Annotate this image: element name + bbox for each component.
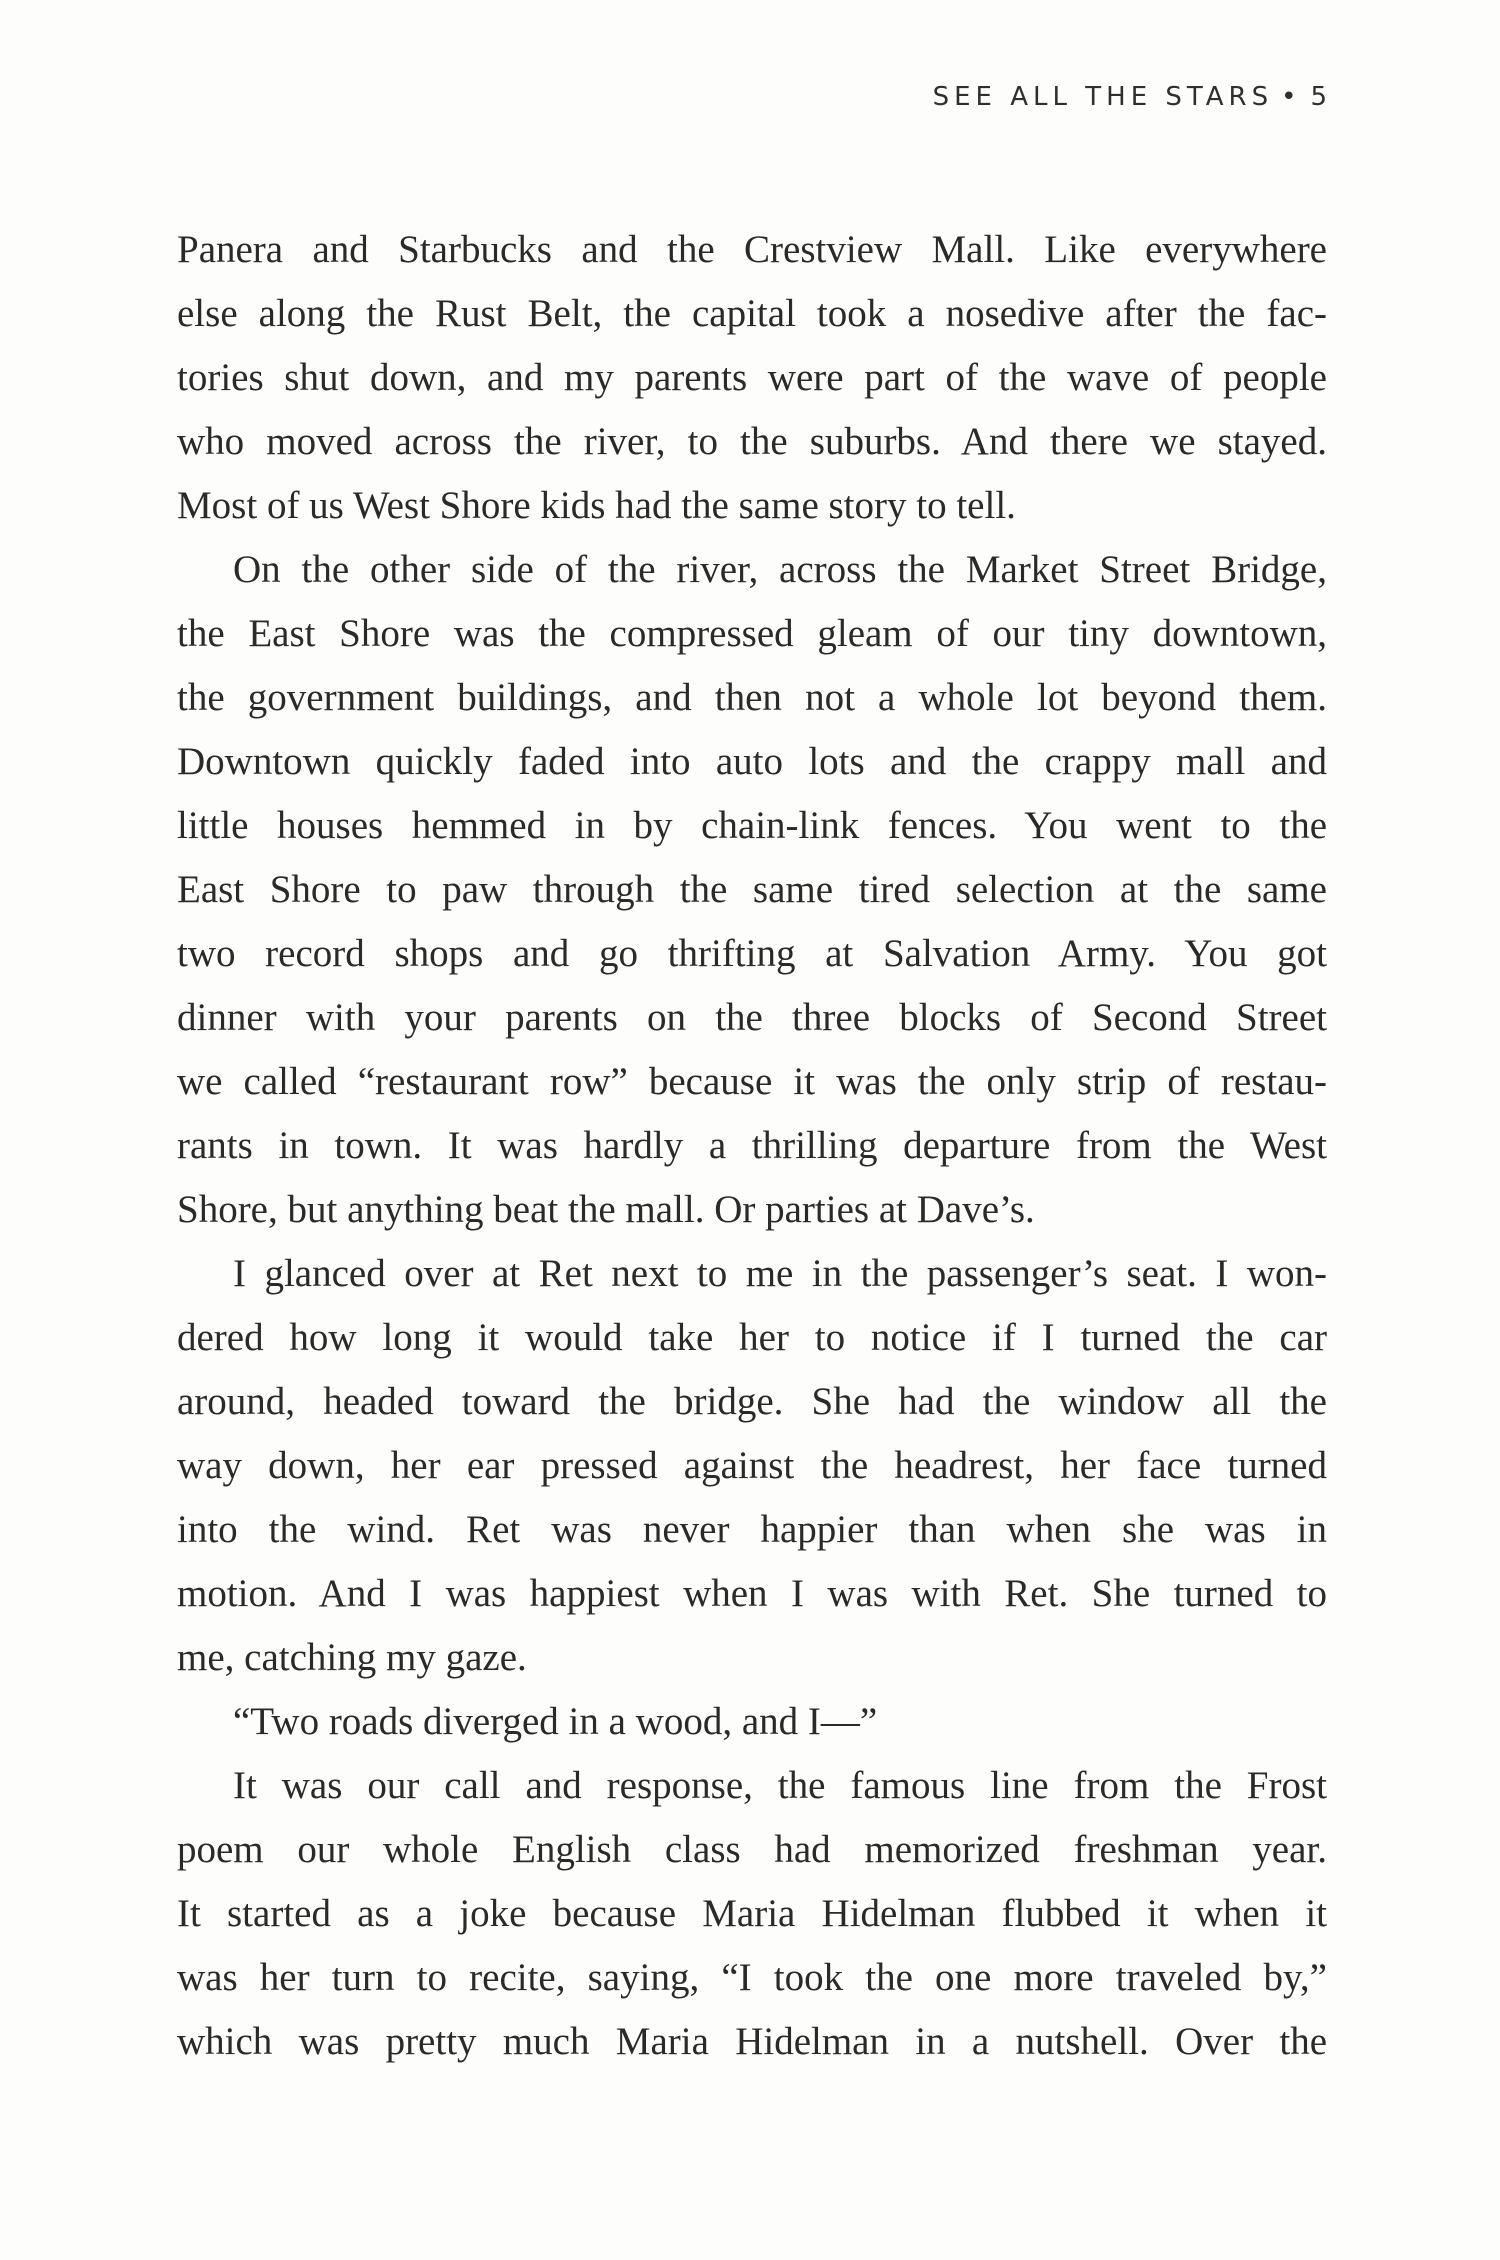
text-line: little houses hemmed in by chain-link fences. You went to the [177, 804, 1327, 847]
text-line: Downtown quickly faded into auto lots and the crappy mall and [177, 740, 1327, 783]
running-title: SEE ALL THE STARS [932, 82, 1274, 112]
text-line: else along the Rust Belt, the capital took a nosedive after the fac- [177, 292, 1327, 335]
text-line: Most of us West Shore kids had the same story to tell. [177, 484, 1016, 527]
text-line: way down, her ear pressed against the headrest, her face turned [177, 1444, 1327, 1487]
text-line: poem our whole English class had memorized freshman year. [177, 1828, 1327, 1871]
running-head [933, 82, 1332, 112]
text-line: was her turn to recite, saying, “I took the one more traveled by,” [177, 1956, 1327, 1999]
text-line: On the other side of the river, across the Market Street Bridge, [233, 548, 1327, 591]
text-line: It started as a joke because Maria Hidelman flubbed it when it [177, 1892, 1327, 1935]
text-line: into the wind. Ret was never happier than when she was in [177, 1508, 1327, 1551]
text-line: two record shops and go thrifting at Salvation Army. You got [177, 932, 1327, 975]
text-line: It was our call and response, the famous line from the Frost [233, 1764, 1327, 1807]
text-line: “Two roads diverged in a wood, and I—” [233, 1700, 878, 1743]
text-line: Shore, but anything beat the mall. Or parties at Dave’s. [177, 1188, 1035, 1231]
text-line: which was pretty much Maria Hidelman in a nutshell. Over the [177, 2020, 1327, 2063]
text-line: East Shore to paw through the same tired selection at the same [177, 868, 1327, 911]
page-number: 5 [1310, 82, 1332, 112]
body-text [177, 218, 1327, 2074]
text-line: dinner with your parents on the three blocks of Second Street [177, 996, 1327, 1039]
header-separator: • [1281, 82, 1297, 112]
text-line: me, catching my gaze. [177, 1636, 527, 1679]
text-line: rants in town. It was hardly a thrilling departure from the West [177, 1124, 1327, 1167]
text-line: the East Shore was the compressed gleam of our tiny downtown, [177, 612, 1327, 655]
text-line: tories shut down, and my parents were part of the wave of people [177, 356, 1327, 399]
text-line: dered how long it would take her to notice if I turned the car [177, 1316, 1327, 1359]
text-line: who moved across the river, to the suburbs. And there we stayed. [177, 420, 1327, 463]
text-line: we called “restaurant row” because it was the only strip of restau- [177, 1060, 1327, 1103]
text-line: around, headed toward the bridge. She had the window all the [177, 1380, 1327, 1423]
text-line: the government buildings, and then not a whole lot beyond them. [177, 676, 1327, 719]
text-line: Panera and Starbucks and the Crestview Mall. Like everywhere [177, 228, 1327, 271]
text-line: I glanced over at Ret next to me in the passenger’s seat. I won- [233, 1252, 1327, 1295]
text-line: motion. And I was happiest when I was with Ret. She turned to [177, 1572, 1327, 1615]
